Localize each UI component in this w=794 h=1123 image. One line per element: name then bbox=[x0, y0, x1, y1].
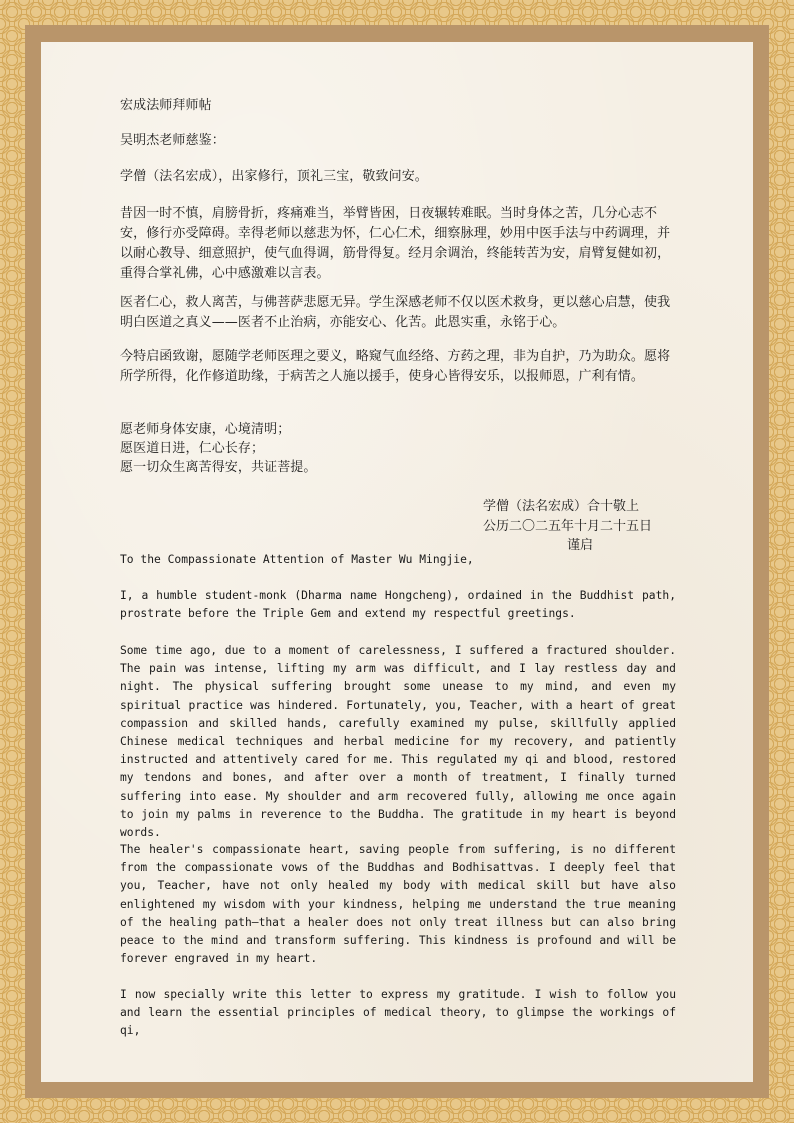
cn-paragraph-4: 今特启函致谢，愿随学老师医理之要义，略窥气血经络、方药之理，非为自护，乃为助众。愿将所学所得，化作修道助缘，于病苦之人施以援手，使身心皆得安乐，以报师恩，广利有情。 bbox=[120, 349, 671, 384]
cn-paragraph-1: 学僧（法名宏成），出家修行，顶礼三宝，敬致问安。 bbox=[120, 169, 428, 184]
cn-wish-2: 愿医道日进，仁心长存； bbox=[120, 441, 265, 456]
cn-closing: 谨启 bbox=[567, 538, 594, 553]
letter-paper bbox=[41, 42, 753, 1082]
cn-salutation: 吴明杰老师慈鉴： bbox=[120, 133, 225, 148]
cn-paragraph-2: 昔因一时不慎，肩膀骨折，疼痛难当，举臂皆困，日夜辗转难眠。当时身体之苦，几分心志不安，修行亦受障碍。幸得老师以慈悲为怀，仁心仁术，细察脉理，妙用中医手法与中药调理，并以耐心教导、细意照护，使气血得调，筋骨得复。经月余调治，终能转苦为安，肩臂复健如初，重得合掌礼佛，心中感激难以言表。 bbox=[120, 206, 671, 281]
en-salutation: To the Compassionate Attention of Master Wu Mingjie, bbox=[120, 553, 474, 566]
en-paragraph-4: I now specially write this letter to express my gratitude. I wish to follow you and learn the essential principles of medical theory, to glimpse the workings of qi, bbox=[120, 988, 676, 1038]
en-paragraph-1: I, a humble student-monk (Dharma name Hongcheng), ordained in the Buddhist path, prostrate before the Triple Gem and extend my respectful greetings. bbox=[120, 589, 676, 621]
cn-date: 公历二〇二五年十月二十五日 bbox=[483, 519, 653, 534]
cn-paragraph-3: 医者仁心，救人离苦，与佛菩萨悲愿无异。学生深感老师不仅以医术救身，更以慈心启慧，使我明白医道之真义——医者不止治病，亦能安心、化苦。此恩实重，永铭于心。 bbox=[120, 295, 671, 330]
cn-wish-3: 愿一切众生离苦得安，共证菩提。 bbox=[120, 460, 317, 475]
en-paragraph-3: The healer's compassionate heart, saving people from suffering, is no different from the compassionate vows of the Buddhas and Bodhisattvas. I deeply feel that you, Teacher, have not only healed my body with medical skill but have also enlightened my wisdom with your kindness, helping me understand the true meaning of the healing path—that a healer does not only treat illness but can also bring peace to the mind and transform suffering. This kindness is profound and will be forever engraved in my heart. bbox=[120, 843, 676, 966]
cn-signature: 学僧（法名宏成）合十敬上 bbox=[483, 499, 640, 514]
cn-wish-1: 愿老师身体安康，心境清明； bbox=[120, 422, 291, 437]
en-paragraph-2: Some time ago, due to a moment of carelessness, I suffered a fractured shoulder. The pain was intense, lifting my arm was difficult, and I lay restless day and night. The physical suffering brought some unease to my mind, and even my spiritual practice was hindered. Fortunately, you, Teacher, with a heart of great compassion and skilled hands, carefully examined my pulse, skillfully applied Chinese medical techniques and herbal medicine for my recovery, and patiently instructed and attentively cared for me. This regulated my qi and blood, restored my tendons and bones, and after over a month of treatment, I finally turned suffering into ease. My shoulder and arm recovered fully, allowing me once again to join my palms in reverence to the Buddha. The gratitude in my heart is beyond words. bbox=[120, 644, 676, 840]
cn-title: 宏成法师拜师帖 bbox=[120, 98, 212, 113]
